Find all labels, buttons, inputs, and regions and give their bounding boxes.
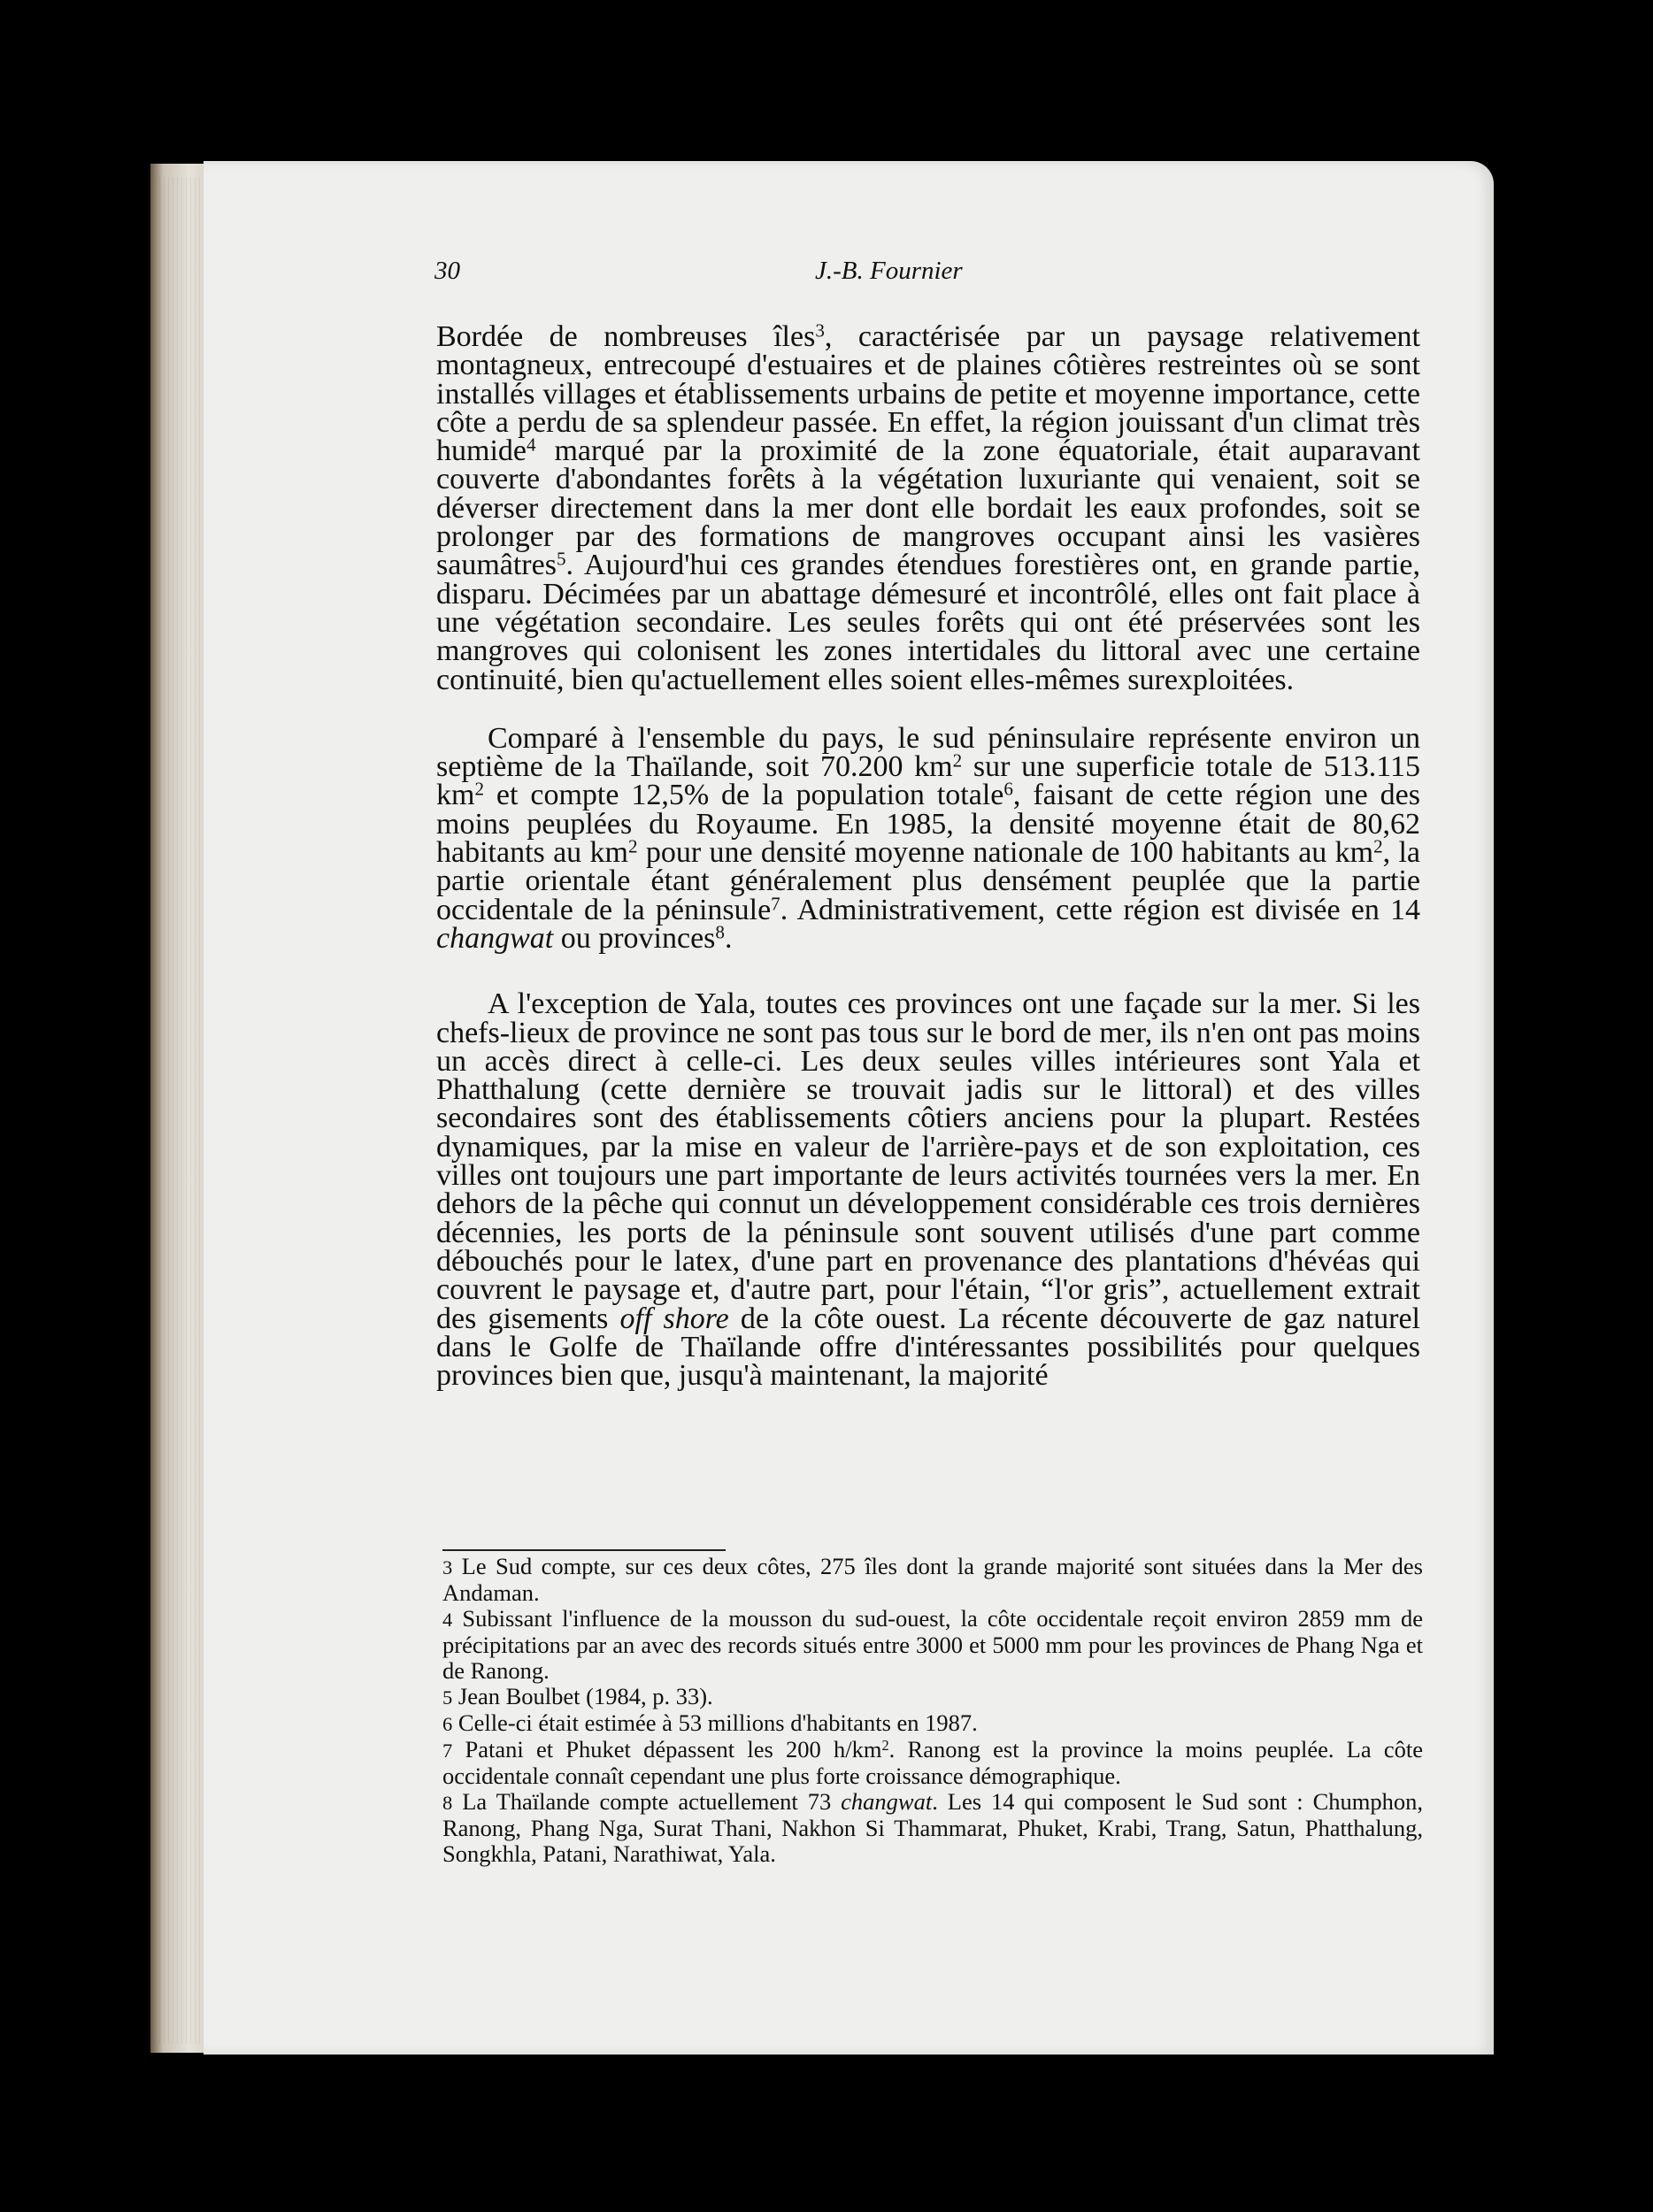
footnote-ref-5: 5 — [556, 548, 566, 570]
footnote-4 — [442, 1606, 1423, 1684]
footnote-number: 8 — [442, 1792, 453, 1814]
superscript: 2 — [627, 835, 638, 857]
footnote-text: . Ranong est la province la moins peuplée. La côte occidentale connaît cependant une plus forte croissance démographique. — [442, 1736, 1423, 1789]
text-run: . Administrativement, cette région est divisée en 14 — [780, 893, 1420, 926]
footnotes — [442, 1554, 1423, 1867]
footnote-number: 7 — [442, 1740, 453, 1762]
text-run: Bordée de nombreuses îles — [436, 320, 816, 353]
footnote-6 — [442, 1710, 1423, 1737]
footnote-7 — [442, 1737, 1423, 1789]
text-run: marqué par la proximité de la zone équatoriale, était auparavant couverte d'abondantes forêts à la végétation luxuriante qui venaient, soit se déverser directement dans la mer dont elle bordait les eaux profondes, soit se prolonger par des formations de mangroves occupant ainsi les vasières saumâtres — [436, 434, 1420, 582]
footnote-ref-6: 6 — [1003, 778, 1013, 800]
footnote-number: 3 — [442, 1556, 453, 1578]
footnote-text: Celle-ci était estimée à 53 millions d'habitants en 1987. — [452, 1709, 978, 1736]
text-run: sur une superficie totale de 513.115 km — [436, 750, 1420, 812]
superscript: 2 — [881, 1736, 889, 1754]
italic-term: changwat — [436, 921, 554, 955]
text-run: , la partie orientale étant généralement plus densément peuplée que la partie occidentale de la péninsule — [436, 836, 1421, 926]
footnote-5 — [442, 1684, 1423, 1710]
text-run: Comparé à l'ensemble du pays, le sud péninsulaire représente environ un septième de la Thaïlande, soit 70.200 km — [436, 721, 1420, 784]
footnote-ref-3: 3 — [815, 319, 825, 342]
superscript: 2 — [474, 778, 484, 800]
superscript: 2 — [952, 749, 963, 772]
text-run: , faisant de cette région une des moins peuplées du Royaume. En 1985, la densité moyenne était de 80,62 habitants au km — [436, 779, 1420, 870]
footnote-text: Subissant l'influence de la mousson du sud-ouest, la côte occidentale reçoit environ 2859 mm de précipitations par an avec des records situés entre 3000 et 5000 mm pour les provinces de Phang Nga et de Ranong. — [442, 1605, 1423, 1684]
footnote-ref-7: 7 — [771, 893, 780, 915]
text-run: . Aujourd'hui ces grandes étendues forestières ont, en grande partie, disparu. Décimées par un abattage démesuré et incontrôlé, elles ont fait place à une végétation secondaire. Les seules forêts qui ont été préservées sont les mangroves qui colonisent les zones intertidales du littoral avec une certaine continuité, bien qu'actuellement elles soient elles-mêmes surexploitées. — [436, 549, 1420, 696]
footnote-separator — [442, 1549, 726, 1551]
paragraph-2 — [436, 721, 1421, 955]
text-run: ou provinces — [553, 921, 716, 955]
footnote-number: 6 — [442, 1713, 453, 1735]
footnote-ref-8: 8 — [715, 921, 725, 943]
text-run: . — [724, 921, 733, 955]
paragraph-1 — [436, 319, 1420, 696]
text-run: et compte 12,5% de la population totale — [484, 779, 1004, 812]
footnote-number: 4 — [442, 1609, 453, 1631]
paragraph-3 — [436, 987, 1420, 1393]
footnote-text: Jean Boulbet (1984, p. 33). — [452, 1683, 713, 1709]
footnote-number: 5 — [442, 1686, 453, 1709]
text-run: A l'exception de Yala, toutes ces provinces ont une façade sur la mer. Si les chefs-lieux de province ne sont pas tous sur le bord de mer, ils n'en ont pas moins un accès direct à celle-ci. Les deux seules villes intérieures sont Yala et Phatthalung (cette dernière se trouvait jadis sur le littoral) et des villes secondaires sont des établissements côtiers anciens pour la plupart. Restées dynamiques, par la mise en valeur de l'arrière-pays et de son exploitation, ces villes ont toujours une part importante de leurs activités tournées vers la mer. En dehors de la pêche qui connut un développement considérable ces trois dernières décennies, les ports de la péninsule sont souvent utilisés d'une part comme débouchés pour le latex, d'une part en provenance des plantations d'hévéas qui couvrent le paysage et, d'autre part, pour l'étain, “l'or gris”, actuellement extrait des gisements — [436, 987, 1420, 1335]
page-number: 30 — [434, 257, 460, 285]
footnote-text: . Les 14 qui composent le Sud sont : Chumphon, Ranong, Phang Nga, Surat Thani, Nakhon Si Thammarat, Phuket, Krabi, Trang, Satun, Phatthalung, Songkhla, Patani, Narathiwat, Yala. — [442, 1788, 1423, 1867]
superscript: 2 — [1373, 835, 1383, 857]
footnote-text: La Thaïlande compte actuellement 73 — [452, 1788, 842, 1815]
footnote-text: Patani et Phuket dépassent les 200 h/km — [452, 1736, 882, 1763]
text-run: de la côte ouest. La récente découverte de gaz naturel dans le Golfe de Thaïlande offre d'intéressantes possibilités pour quelques provinces bien que, jusqu'à maintenant, la majorité — [436, 1302, 1420, 1393]
text-run: pour une densité moyenne nationale de 100 habitants au km — [637, 836, 1374, 870]
body-text — [436, 319, 1421, 1393]
page-header — [434, 257, 1434, 292]
footnote-text: Le Sud compte, sur ces deux côtes, 275 îles dont la grande majorité sont situées dans la Mer des Andaman. — [442, 1553, 1423, 1606]
footnote-ref-4: 4 — [526, 434, 536, 456]
text-run: , caractérisée par un paysage relativement montagneux, entrecoupé d'estuaires et de plaines côtières restreintes où se sont installés villages et établissements urbains de petite et moyenne importance, cette côte a perdu de sa splendeur passée. En effet, la région jouissant d'un climat très humide — [436, 320, 1420, 468]
italic-term: changwat — [841, 1788, 933, 1815]
running-head-author: J.-B. Fournier — [815, 257, 963, 285]
footnote-3 — [442, 1554, 1423, 1606]
footnote-8 — [442, 1789, 1423, 1867]
italic-term: off shore — [619, 1302, 729, 1335]
